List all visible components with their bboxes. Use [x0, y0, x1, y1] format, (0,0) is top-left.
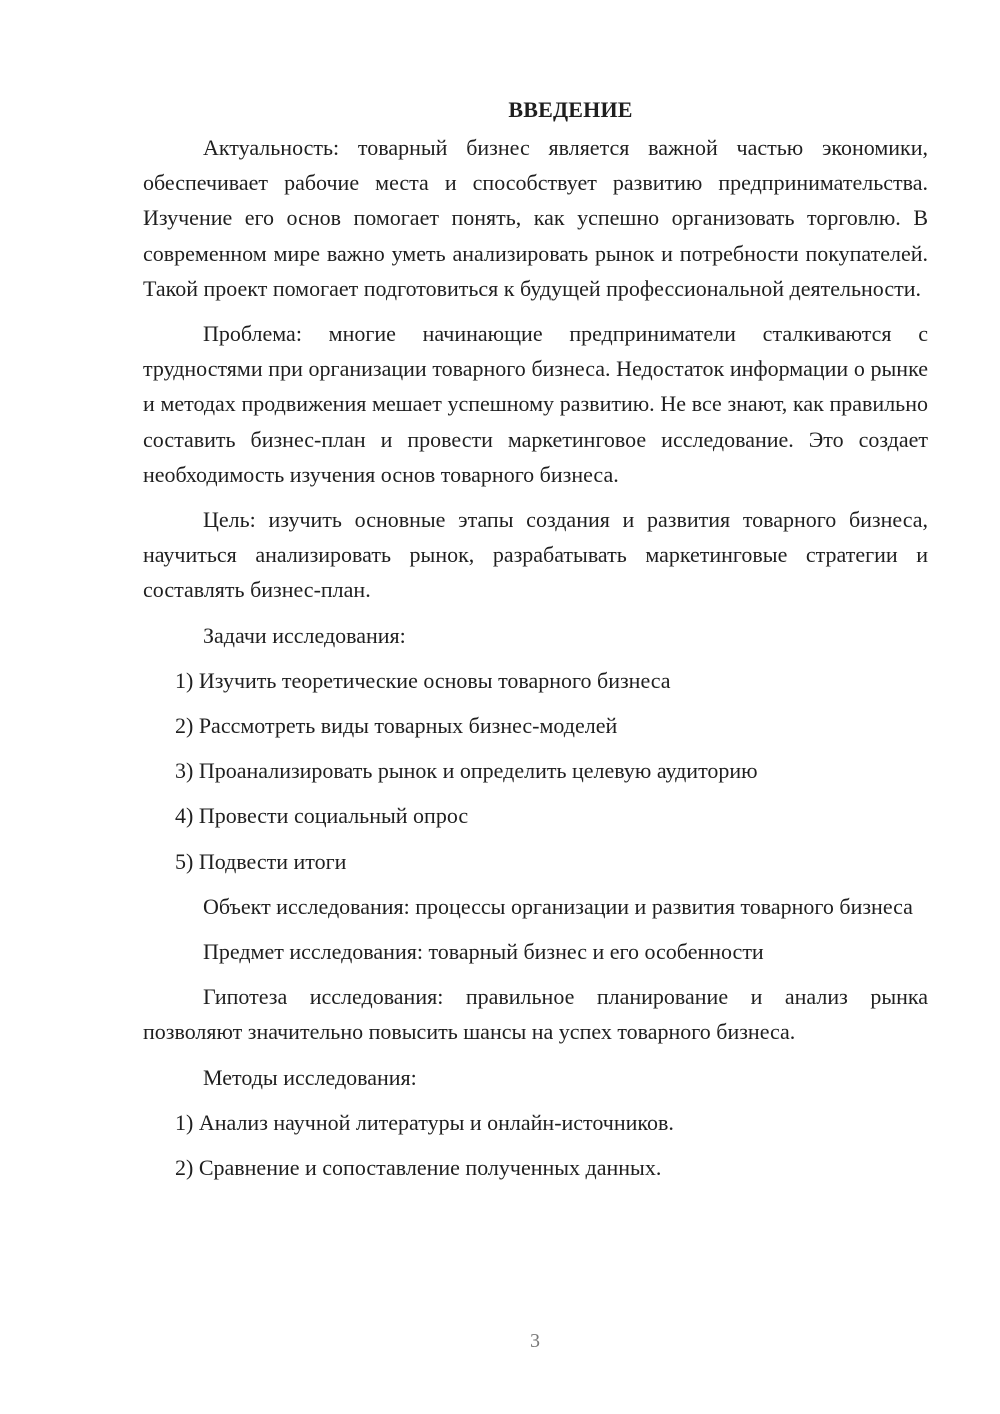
tasks-list [143, 663, 928, 879]
object-paragraph: Объект исследования: процессы организации и развития товарного бизнеса [203, 893, 913, 919]
method-item: 2) Сравнение и сопоставление полученных данных. [175, 1155, 662, 1181]
task-item: 4) Провести социальный опрос [175, 803, 469, 829]
hypothesis-paragraph: Гипотеза исследования: правильное планирование и анализ рынка позволяют значительно повысить шансы на успех товарного бизнеса. [143, 984, 928, 1045]
page-title: ВВЕДЕНИЕ [508, 97, 633, 122]
task-item: 2) Рассмотреть виды товарных бизнес-моделей [175, 713, 618, 739]
subject-paragraph: Предмет исследования: товарный бизнес и его особенности [203, 939, 764, 965]
task-item: 1) Изучить теоретические основы товарного бизнеса [175, 667, 671, 693]
page-number: 3 [530, 1330, 540, 1352]
task-item: 3) Проанализировать рынок и определить целевую аудиторию [175, 758, 758, 784]
tasks-label: Задачи исследования: [203, 622, 406, 648]
methods-label: Методы исследования: [203, 1064, 417, 1090]
task-item: 5) Подвести итоги [175, 848, 347, 874]
problem-paragraph: Проблема: многие начинающие предприниматели сталкиваются с трудностями при организации товарного бизнеса. Недостаток информации о рынке и методах продвижения мешает успешному развитию. Не все знают, как правильно составить бизнес-план и провести маркетинговое исследование. Это создает необходимость изучения основ товарного бизнеса. [143, 321, 928, 487]
method-item: 1) Анализ научной литературы и онлайн-источников. [175, 1109, 674, 1135]
methods-list [143, 1105, 928, 1185]
relevance-paragraph: Актуальность: товарный бизнес является важной частью экономики, обеспечивает рабочие места и способствует развитию предпринимательства. Изучение его основ помогает понять, как успешно организовать торговлю. В современном мире важно уметь анализировать рынок и потребности покупателей. Такой проект помогает подготовиться к будущей профессиональной деятельности. [143, 135, 928, 301]
goal-paragraph: Цель: изучить основные этапы создания и развития товарного бизнеса, научиться анализировать рынок, разрабатывать маркетинговые стратегии и составлять бизнес-план. [143, 507, 928, 603]
document-page [143, 92, 928, 1195]
